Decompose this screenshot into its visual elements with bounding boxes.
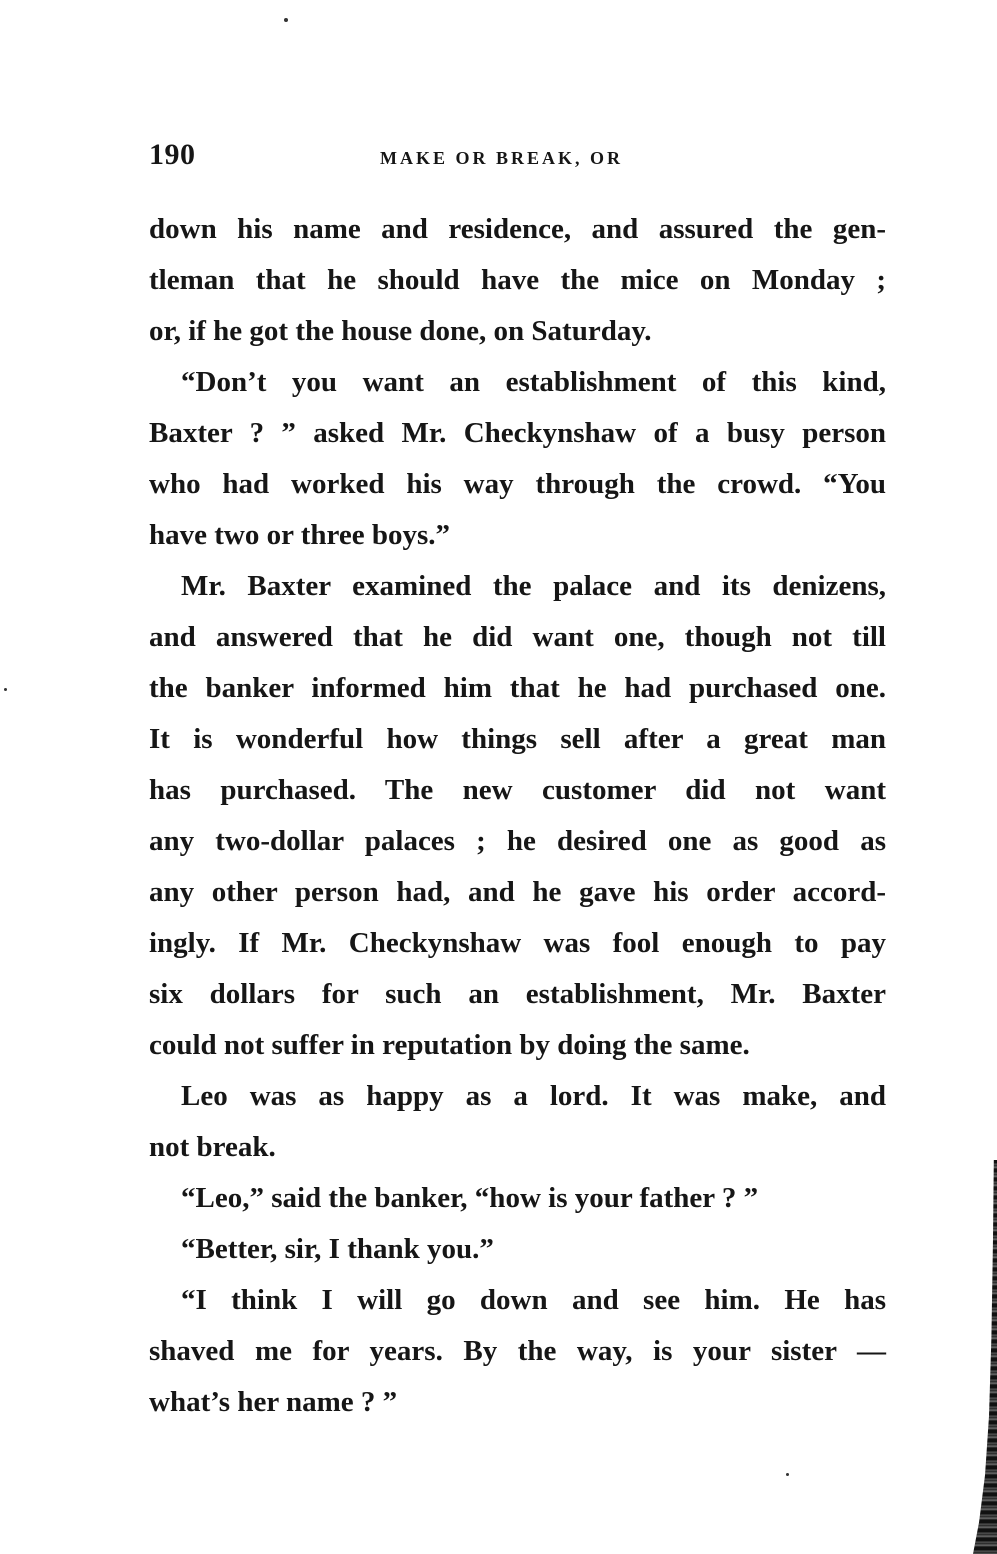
page-number: 190 [149, 138, 196, 171]
text-line: has purchased. The new customer did not want [149, 774, 886, 806]
ink-speck [4, 688, 7, 691]
page-edge-shadow [957, 1160, 997, 1554]
text-line: tleman that he should have the mice on Monday ; [149, 264, 886, 296]
text-line: ingly. If Mr. Checkynshaw was fool enough to pay [149, 927, 886, 959]
text-line: who had worked his way through the crowd. “You [149, 468, 886, 500]
text-line: Leo was as happy as a lord. It was make, and [181, 1080, 886, 1112]
text-line: It is wonderful how things sell after a great man [149, 723, 886, 755]
text-line: “Better, sir, I thank you.” [181, 1233, 494, 1265]
text-line: “Don’t you want an establishment of this kind, [181, 366, 886, 398]
ink-speck [284, 18, 288, 22]
text-line: shaved me for years. By the way, is your sister — [149, 1335, 886, 1367]
text-line: have two or three boys.” [149, 519, 450, 551]
text-line: and answered that he did want one, though not till [149, 621, 886, 653]
text-line: or, if he got the house done, on Saturday. [149, 315, 652, 347]
text-line: six dollars for such an establishment, Mr. Baxter [149, 978, 886, 1010]
text-line: could not suffer in reputation by doing the same. [149, 1029, 750, 1061]
text-line: Mr. Baxter examined the palace and its denizens, [181, 570, 886, 602]
text-line: the banker informed him that he had purchased one. [149, 672, 886, 704]
ink-speck [786, 1473, 789, 1476]
running-head: MAKE OR BREAK, OR [380, 148, 624, 168]
text-line: any other person had, and he gave his order accord- [149, 876, 886, 908]
text-line: “I think I will go down and see him. He has [181, 1284, 886, 1316]
page-header [149, 138, 889, 178]
body-text [149, 204, 886, 1428]
text-line: any two-dollar palaces ; he desired one as good as [149, 825, 886, 857]
text-line: what’s her name ? ” [149, 1386, 398, 1418]
text-line: down his name and residence, and assured the gen- [149, 213, 886, 245]
text-line: “Leo,” said the banker, “how is your father ? ” [181, 1182, 759, 1214]
text-line: not break. [149, 1131, 276, 1163]
text-line: Baxter ? ” asked Mr. Checkynshaw of a busy person [149, 417, 886, 449]
